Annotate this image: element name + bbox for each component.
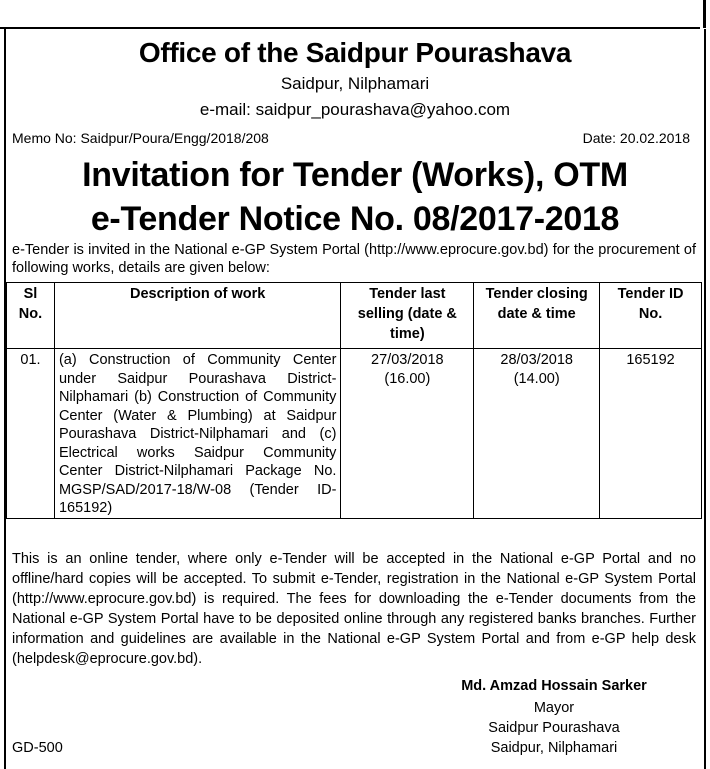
memo-number: Memo No: Saidpur/Poura/Engg/2018/208 xyxy=(12,130,269,146)
col-header-selling: Tender last selling (date & time) xyxy=(341,283,474,349)
notice-date: Date: 20.02.2018 xyxy=(582,130,690,146)
closing-time: (14.00) xyxy=(513,370,560,387)
tender-table xyxy=(6,282,702,519)
col-header-description: Description of work xyxy=(54,283,340,349)
selling-time: (16.00) xyxy=(384,370,431,387)
cell-tender-id: 165192 xyxy=(600,349,702,519)
cell-description: (a) Construction of Community Center under Saidpur Pourashava District-Nilphamari (b) Construction of Community Center (Water & Plumbing) at Saidpur Pourashava District-Nilphamari and (c) Electrical works Saidpur Community Center District-Nilphamari Package No. MGSP/SAD/2017-18/W-08 (Tender ID-165192) xyxy=(54,349,340,519)
signatory-name: Md. Amzad Hossain Sarker xyxy=(461,678,647,694)
office-title: Office of the Saidpur Pourashava xyxy=(138,37,572,68)
notice-title: Invitation for Tender (Works), OTM xyxy=(82,156,628,194)
notice-paragraph: This is an online tender, where only e-Tender will be accepted in the National e-GP Portal and no offline/hard copies will be accepted. To submit e-Tender, registration in the National e-GP System Portal (http://www.eprocure.gov.bd) is required. The fees for downloading the e-Tender documents from the National e-GP System Portal have to be deposited online through any registered banks branches. Further information and guidelines are available in the National e-GP System Portal and from e-GP help desk (helpdesk@eprocure.gov.bd). xyxy=(12,551,696,667)
selling-date: 27/03/2018 xyxy=(371,352,444,368)
cell-closing xyxy=(474,349,600,519)
intro-paragraph: e-Tender is invited in the National e-GP System Portal (http://www.eprocure.gov.bd) for the procurement of following works, details are given below: xyxy=(12,242,696,276)
cell-selling xyxy=(341,349,474,519)
gd-code: GD-500 xyxy=(12,740,63,756)
col-header-sl: Sl No. xyxy=(7,283,55,349)
col-header-tender-id: Tender ID No. xyxy=(600,283,702,349)
notice-number: e-Tender Notice No. 08/2017-2018 xyxy=(90,200,620,238)
table-row xyxy=(7,349,702,519)
table-header-row xyxy=(7,283,702,349)
cell-sl: 01. xyxy=(7,349,55,519)
office-email: e-mail: saidpur_pourashava@yahoo.com xyxy=(199,100,511,119)
signatory-designation: Mayor xyxy=(533,700,575,716)
closing-date: 28/03/2018 xyxy=(500,352,573,368)
signatory-office: Saidpur Pourashava xyxy=(488,720,620,736)
col-header-closing: Tender closing date & time xyxy=(474,283,600,349)
page-top-edge xyxy=(0,0,710,30)
tender-notice-document xyxy=(4,29,706,769)
office-address: Saidpur, Nilphamari xyxy=(280,74,430,93)
signatory-location: Saidpur, Nilphamari xyxy=(490,740,618,756)
right-edge-mark xyxy=(703,0,706,28)
